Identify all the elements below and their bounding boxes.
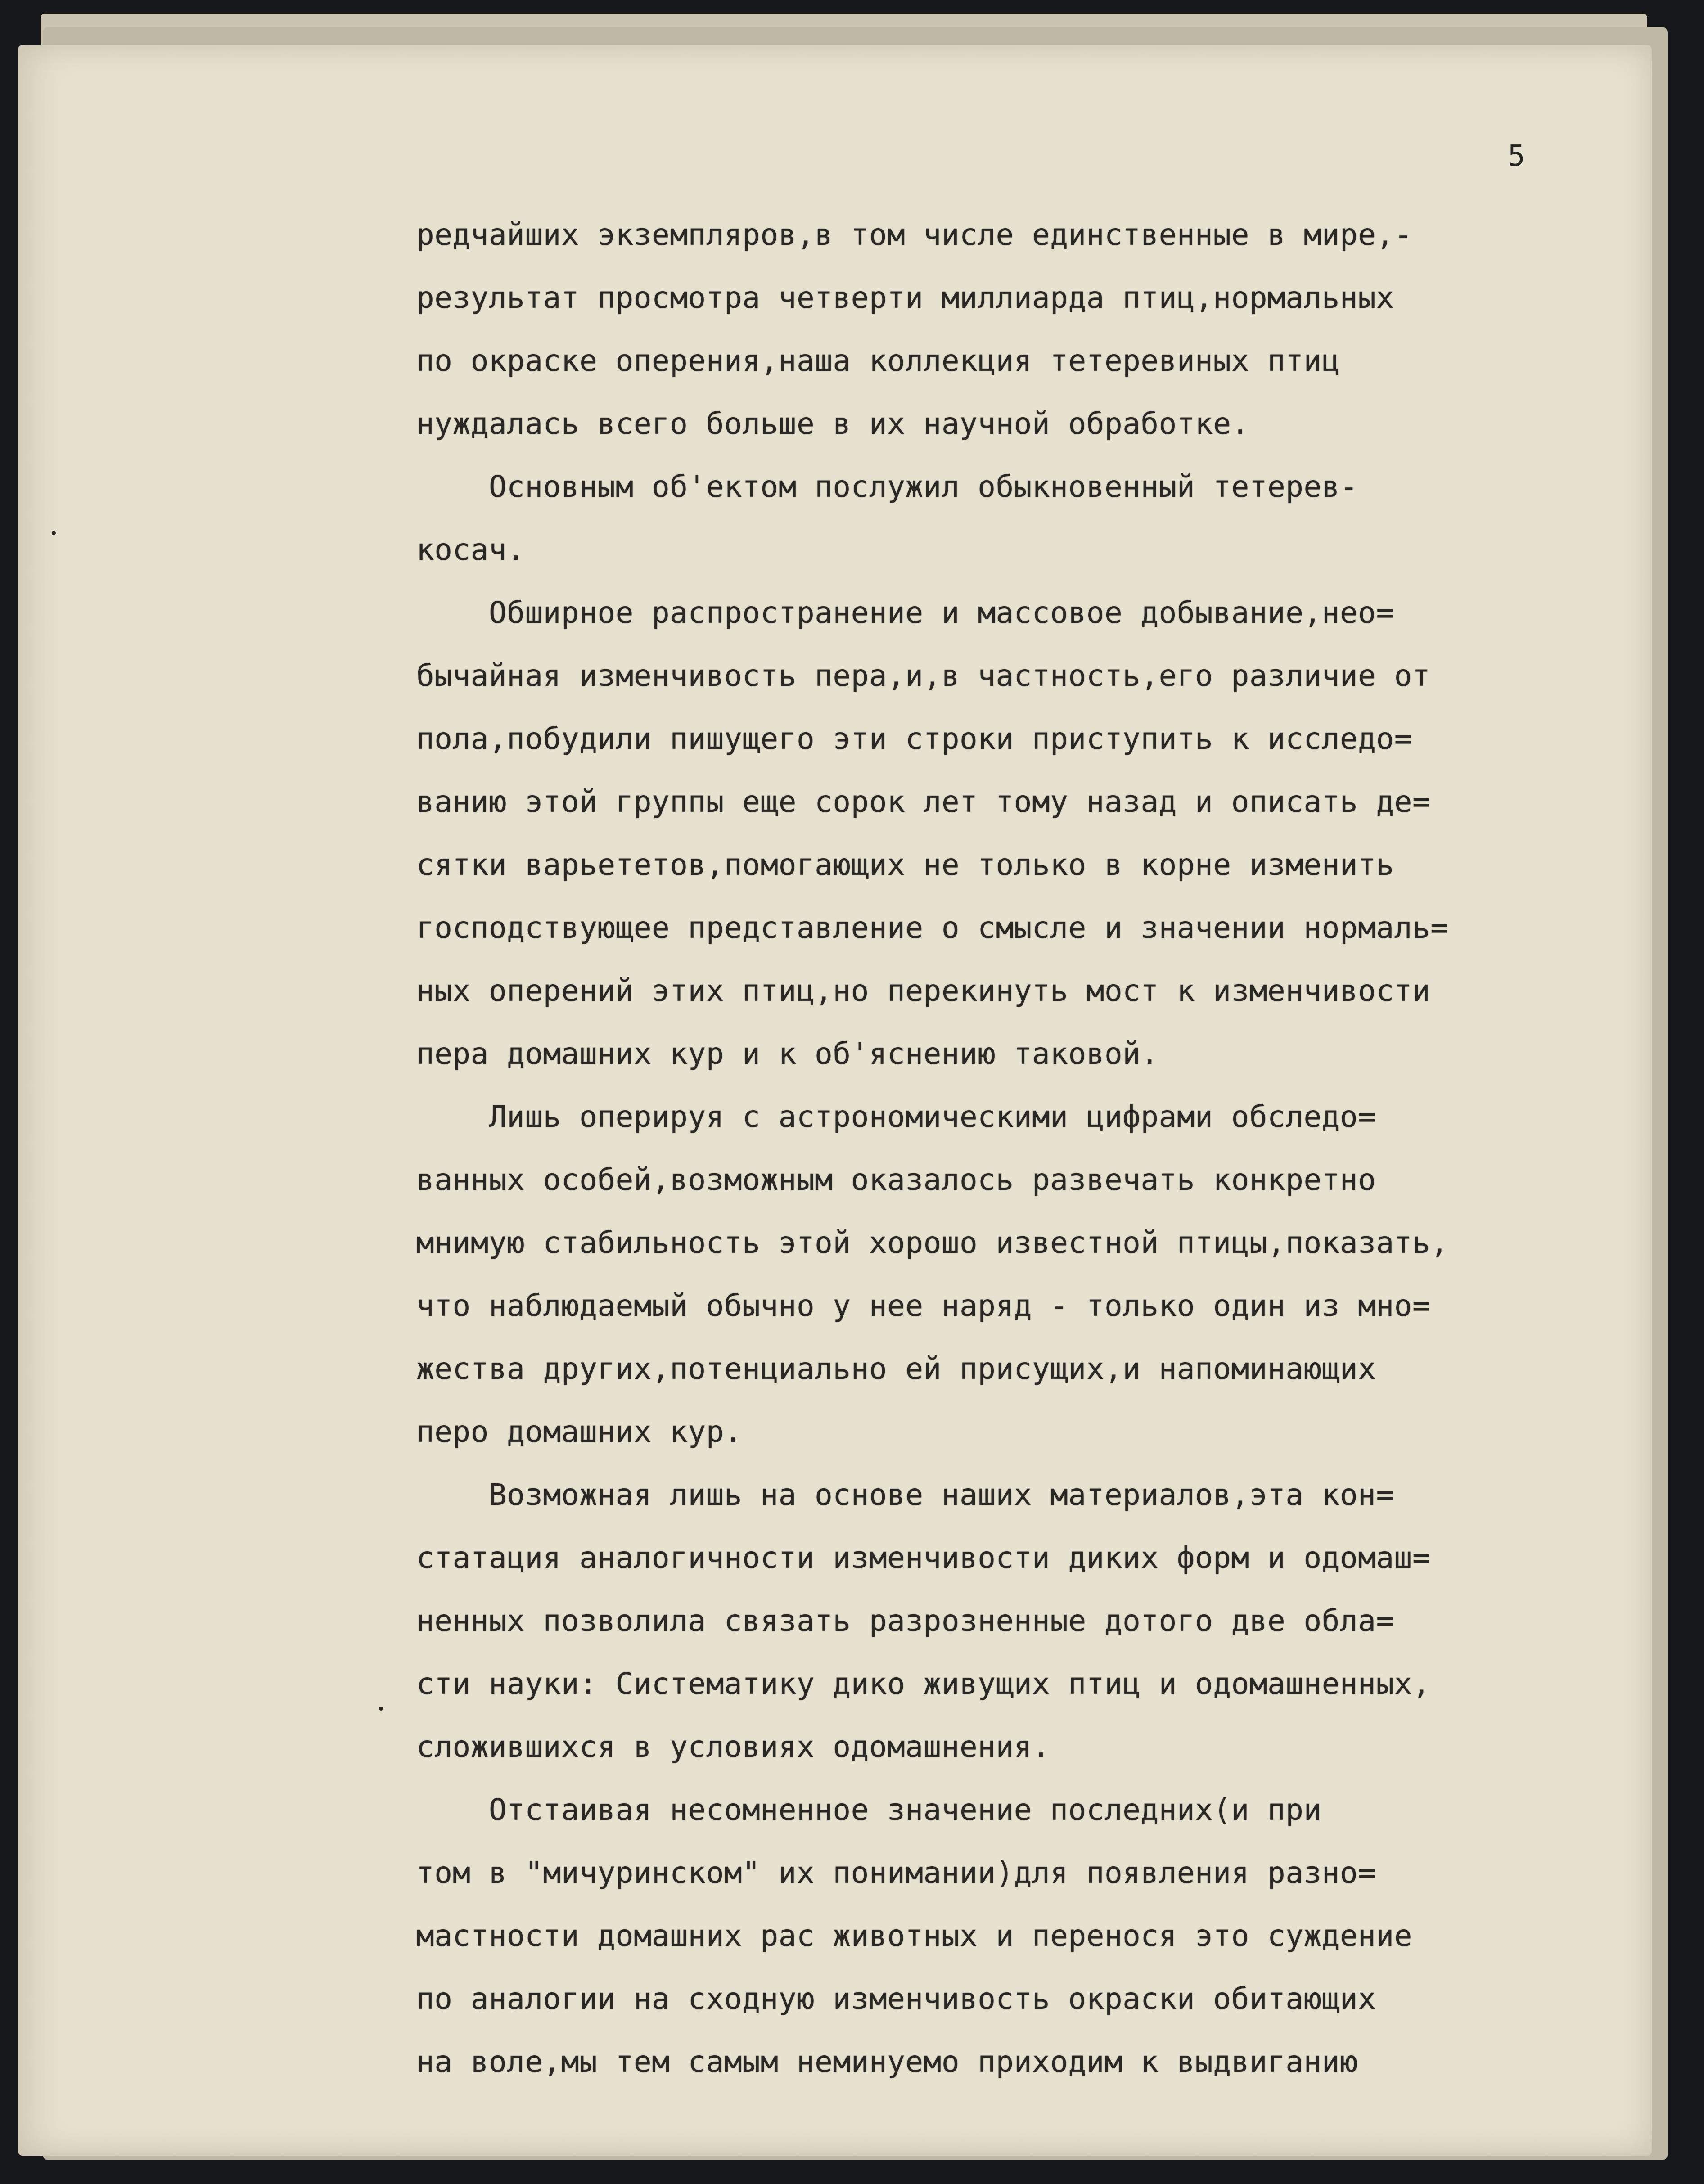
text-line: том в "мичуринском" их понимании)для появления разно= [416, 1855, 1376, 1890]
text-line: ных оперений этих птиц,но перекинуть мост к изменчивости [416, 973, 1431, 1008]
body-text [416, 203, 1569, 2094]
text-line: бычайная изменчивость пера,и,в частность,его различие от [416, 658, 1431, 693]
text-line: Обширное распространение и массовое добывание,нео= [416, 595, 1394, 630]
text-line: перо домашних кур. [416, 1414, 743, 1449]
text-line: Основным об'ектом послужил обыкновенный тетерев- [416, 469, 1358, 504]
text-line: нуждалась всего больше в их научной обработке. [416, 406, 1249, 441]
text-line: на воле,мы тем самым неминуемо приходим к выдвиганию [416, 2044, 1358, 2079]
text-line: мастности домашних рас животных и перенося это суждение [416, 1918, 1412, 1953]
text-line: сти науки: Систематику дико живущих птиц и одомашненных, [416, 1666, 1431, 1701]
text-line: статация аналогичности изменчивости диких форм и одомаш= [416, 1540, 1431, 1575]
text-line: пера домашних кур и к об'яснению таковой. [416, 1036, 1159, 1071]
text-line: по окраске оперения,наша коллекция тетеревиных птиц [416, 343, 1340, 378]
punch-mark-bottom [379, 1707, 383, 1711]
text-line: что наблюдаемый обычно у нее наряд - только один из мно= [416, 1288, 1431, 1323]
text-line: косач. [416, 532, 525, 567]
text-line: сложившихся в условиях одомашнения. [416, 1729, 1050, 1764]
text-line: Возможная лишь на основе наших материалов,эта кон= [416, 1477, 1394, 1512]
text-line: мнимую стабильность этой хорошо известной птицы,показать, [416, 1225, 1449, 1260]
text-line: жества других,потенциально ей присущих,и напоминающих [416, 1351, 1376, 1386]
text-line: по аналогии на сходную изменчивость окраски обитающих [416, 1981, 1376, 2016]
text-line: пола,побудили пишущего эти строки приступить к исследо= [416, 721, 1412, 756]
text-line: сятки варьететов,помогающих не только в корне изменить [416, 847, 1394, 882]
text-line: Лишь оперируя с астрономическими цифрами обследо= [416, 1099, 1376, 1134]
page-number: 5 [1508, 140, 1525, 173]
text-line: ненных позволила связать разрозненные дотого две обла= [416, 1603, 1394, 1638]
text-line: ванию этой группы еще сорок лет тому назад и описать де= [416, 784, 1431, 819]
punch-mark-top [52, 531, 56, 535]
text-line: ванных особей,возможным оказалось развечать конкретно [416, 1162, 1376, 1197]
text-line: результат просмотра четверти миллиарда птиц,нормальных [416, 280, 1394, 315]
text-line: господствующее представление о смысле и значении нормаль= [416, 910, 1449, 945]
text-line: Отстаивая несомненное значение последних(и при [416, 1792, 1322, 1827]
text-line: редчайших экземпляров,в том числе единственные в мире,- [416, 217, 1412, 252]
